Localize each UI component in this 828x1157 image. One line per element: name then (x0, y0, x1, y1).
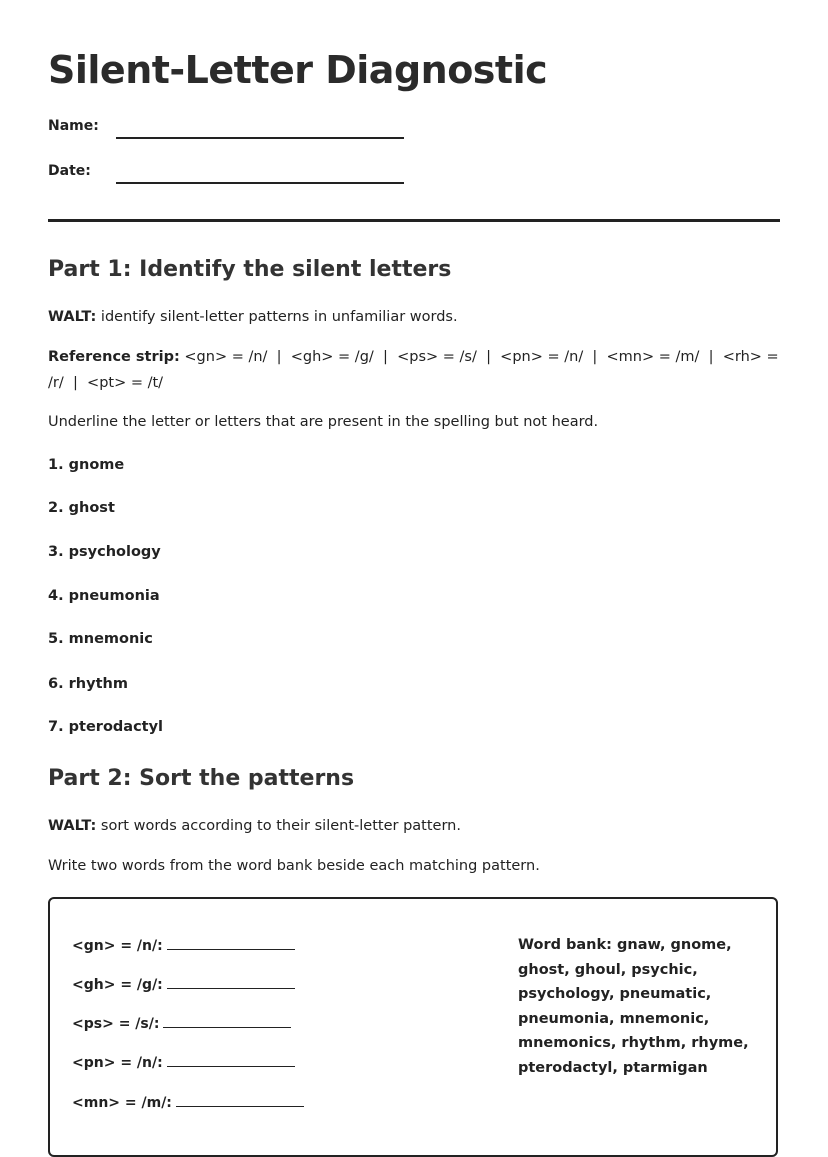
part1-heading: Part 1: Identify the silent letters (48, 257, 452, 282)
date-label: Date: (48, 163, 91, 179)
pattern-row (72, 976, 295, 993)
pattern-row (72, 937, 295, 954)
pattern-label: <ps> = /s/: (72, 1016, 160, 1032)
pattern-label: <mn> = /m/: (72, 1095, 172, 1111)
list-item[interactable]: 2. ghost (48, 500, 115, 516)
word-bank: Word bank: gnaw, gnome, ghost, ghoul, psychic, psychology, pneumatic, pneumonia, mnemonic, mnemonics, rhythm, rhyme, pterodactyl, ptarmigan (518, 937, 749, 1076)
header-divider (48, 219, 780, 222)
answer-blank[interactable] (167, 976, 295, 989)
name-label: Name: (48, 118, 99, 134)
pattern-label: <pn> = /n/: (72, 1055, 163, 1071)
reference-label: Reference strip: (48, 349, 180, 365)
date-line[interactable] (116, 182, 404, 184)
part2-walt (48, 813, 783, 839)
part1-instruction: Underline the letter or letters that are present in the spelling but not heard. (48, 414, 599, 430)
answer-blank[interactable] (163, 1015, 291, 1028)
list-item[interactable]: 7. pterodactyl (48, 719, 164, 735)
pattern-label: <gh> = /g/: (72, 977, 163, 993)
page-title: Silent-Letter Diagnostic (48, 48, 548, 92)
pattern-row (72, 1054, 295, 1071)
part2-walt-label: WALT: (48, 818, 97, 834)
pattern-label: <gn> = /n/: (72, 938, 163, 954)
sorting-box (48, 897, 778, 1157)
answer-blank[interactable] (167, 1054, 295, 1067)
pattern-row (72, 1094, 304, 1111)
list-item[interactable]: 6. rhythm (48, 676, 128, 692)
part2-walt-text: sort words according to their silent-letter pattern. (96, 818, 461, 834)
answer-blank[interactable] (176, 1094, 304, 1107)
part2-instruction: Write two words from the word bank beside each matching pattern. (48, 858, 540, 874)
part1-walt-label: WALT: (48, 309, 97, 325)
list-item[interactable]: 5. mnemonic (48, 631, 153, 647)
pattern-row (72, 1015, 291, 1032)
answer-blank[interactable] (167, 937, 295, 950)
reference-strip (48, 344, 783, 396)
part1-walt (48, 304, 783, 330)
list-item[interactable]: 4. pneumonia (48, 588, 160, 604)
reference-text: <gn> = /n/ | <gh> = /g/ | <ps> = /s/ | <pn> = /n/ | <mn> = /m/ | <rh> = /r/ | <pt> = /t/ (48, 349, 784, 391)
list-item[interactable]: 3. psychology (48, 544, 161, 560)
part2-heading: Part 2: Sort the patterns (48, 766, 355, 791)
part1-walt-text: identify silent-letter patterns in unfamiliar words. (96, 309, 458, 325)
name-line[interactable] (116, 137, 404, 139)
list-item[interactable]: 1. gnome (48, 457, 125, 473)
